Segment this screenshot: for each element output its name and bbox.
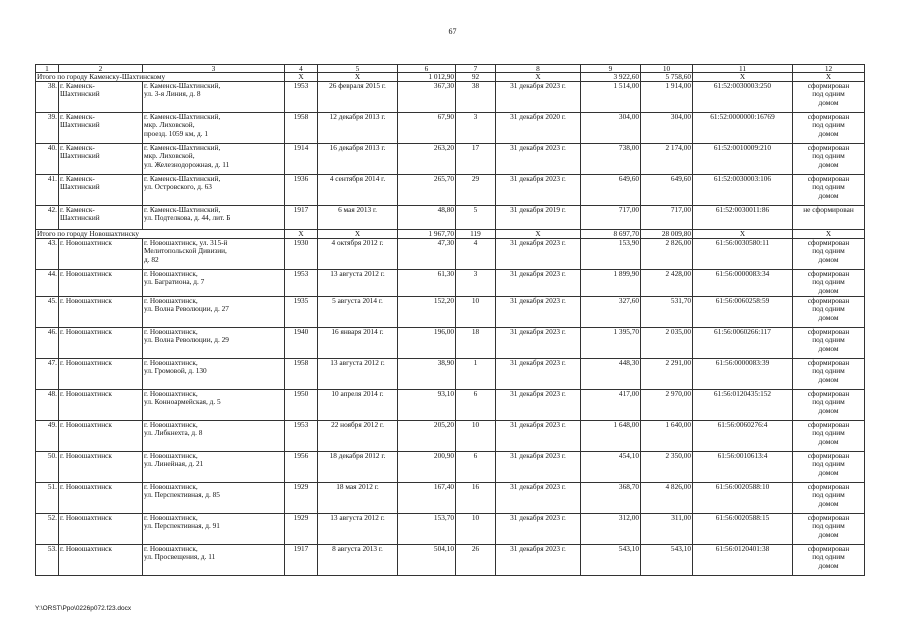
year-cell: 1958 bbox=[285, 359, 318, 390]
year-cell: 1953 bbox=[285, 270, 318, 297]
total-cost-9: 3 922,60 bbox=[581, 73, 641, 82]
value-10-cell: 2 174,00 bbox=[641, 144, 693, 175]
city-cell: г. Каменск- Шахтинский bbox=[59, 82, 143, 113]
table-row bbox=[36, 359, 865, 390]
address-cell: г. Каменск-Шахтинский, мкр. Лиховской, проезд. 1059 км, д. 1 bbox=[143, 113, 285, 144]
residents-cell: 16 bbox=[456, 483, 496, 514]
recognition-date-cell: 18 декабря 2012 г. bbox=[318, 452, 398, 483]
city-cell: г. Каменск- Шахтинский bbox=[59, 113, 143, 144]
recognition-date-cell: 8 августа 2013 г. bbox=[318, 545, 398, 576]
city-cell: г. Новошахтинск bbox=[59, 514, 143, 545]
area-cell: 167,40 bbox=[398, 483, 456, 514]
area-cell: 67,90 bbox=[398, 113, 456, 144]
land-status-cell: сформирован под одним домом bbox=[793, 514, 865, 545]
city-cell: г. Каменск- Шахтинский bbox=[59, 144, 143, 175]
col-header: 6 bbox=[398, 65, 456, 73]
table-row bbox=[36, 175, 865, 206]
col-header: 8 bbox=[496, 65, 581, 73]
recognition-date-cell: 18 мая 2012 г. bbox=[318, 483, 398, 514]
total-cell: Х bbox=[285, 73, 318, 82]
year-cell: 1956 bbox=[285, 452, 318, 483]
area-cell: 263,20 bbox=[398, 144, 456, 175]
cadastral-number-cell: 61:56:0120435:152 bbox=[693, 390, 793, 421]
cadastral-number-cell: 61:56:0010613:4 bbox=[693, 452, 793, 483]
recognition-date-cell: 5 августа 2014 г. bbox=[318, 297, 398, 328]
address-cell: г. Новошахтинск, ул. Волна Революции, д. 27 bbox=[143, 297, 285, 328]
area-cell: 205,20 bbox=[398, 421, 456, 452]
total-cell: Х bbox=[693, 230, 793, 239]
land-status-cell: сформирован под одним домом bbox=[793, 452, 865, 483]
table-row bbox=[36, 452, 865, 483]
value-9-cell: 717,00 bbox=[581, 206, 641, 230]
year-cell: 1929 bbox=[285, 483, 318, 514]
total-cell: Х bbox=[318, 73, 398, 82]
total-area: 1 012,90 bbox=[398, 73, 456, 82]
file-path-footer: Y:\ORST\Ppo\0226p072.f23.docx bbox=[35, 605, 132, 612]
residents-cell: 26 bbox=[456, 545, 496, 576]
land-status-cell: не сформирован bbox=[793, 206, 865, 230]
cadastral-number-cell: 61:56:0060266:117 bbox=[693, 328, 793, 359]
area-cell: 153,70 bbox=[398, 514, 456, 545]
land-status-cell: сформирован под одним домом bbox=[793, 390, 865, 421]
value-10-cell: 531,70 bbox=[641, 297, 693, 328]
resettlement-deadline-cell: 31 декабря 2023 г. bbox=[496, 421, 581, 452]
table-row bbox=[36, 390, 865, 421]
year-cell: 1950 bbox=[285, 390, 318, 421]
land-status-cell: сформирован под одним домом bbox=[793, 297, 865, 328]
cadastral-number-cell: 61:56:0020588:10 bbox=[693, 483, 793, 514]
address-cell: г. Новошахтинск, ул. 315-й Мелитопольской Дивизии, д. 82 bbox=[143, 239, 285, 270]
city-cell: г. Новошахтинск bbox=[59, 328, 143, 359]
area-cell: 152,20 bbox=[398, 297, 456, 328]
area-cell: 38,90 bbox=[398, 359, 456, 390]
col-header: 12 bbox=[793, 65, 865, 73]
cadastral-number-cell: 61:56:0000083:34 bbox=[693, 270, 793, 297]
resettlement-deadline-cell: 31 декабря 2023 г. bbox=[496, 390, 581, 421]
value-9-cell: 738,00 bbox=[581, 144, 641, 175]
residents-cell: 10 bbox=[456, 297, 496, 328]
total-cell: Х bbox=[693, 73, 793, 82]
table-row bbox=[36, 328, 865, 359]
table-row bbox=[36, 239, 865, 270]
year-cell: 1930 bbox=[285, 239, 318, 270]
recognition-date-cell: 22 ноября 2012 г. bbox=[318, 421, 398, 452]
residents-cell: 6 bbox=[456, 390, 496, 421]
table-row bbox=[36, 270, 865, 297]
year-cell: 1953 bbox=[285, 421, 318, 452]
area-cell: 61,30 bbox=[398, 270, 456, 297]
row-number: 50. bbox=[36, 452, 59, 483]
row-number: 39. bbox=[36, 113, 59, 144]
recognition-date-cell: 4 сентября 2014 г. bbox=[318, 175, 398, 206]
total-cell: Х bbox=[285, 230, 318, 239]
value-10-cell: 543,10 bbox=[641, 545, 693, 576]
total-label: Итого по городу Новошахтинску bbox=[36, 230, 285, 239]
area-cell: 196,00 bbox=[398, 328, 456, 359]
cadastral-number-cell: 61:52:0030003:250 bbox=[693, 82, 793, 113]
city-cell: г. Каменск- Шахтинский bbox=[59, 175, 143, 206]
resettlement-deadline-cell: 31 декабря 2023 г. bbox=[496, 297, 581, 328]
value-9-cell: 1 899,90 bbox=[581, 270, 641, 297]
year-cell: 1914 bbox=[285, 144, 318, 175]
land-status-cell: сформирован под одним домом bbox=[793, 421, 865, 452]
value-9-cell: 649,60 bbox=[581, 175, 641, 206]
table-row bbox=[36, 82, 865, 113]
recognition-date-cell: 16 декабря 2013 г. bbox=[318, 144, 398, 175]
address-cell: г. Новошахтинск, ул. Либкнехта, д. 8 bbox=[143, 421, 285, 452]
residents-cell: 6 bbox=[456, 452, 496, 483]
table-row bbox=[36, 297, 865, 328]
city-cell: г. Новошахтинск bbox=[59, 545, 143, 576]
recognition-date-cell: 10 апреля 2014 г. bbox=[318, 390, 398, 421]
value-9-cell: 1 395,70 bbox=[581, 328, 641, 359]
residents-cell: 29 bbox=[456, 175, 496, 206]
row-number: 48. bbox=[36, 390, 59, 421]
resettlement-deadline-cell: 31 декабря 2023 г. bbox=[496, 452, 581, 483]
resettlement-deadline-cell: 31 декабря 2023 г. bbox=[496, 328, 581, 359]
value-10-cell: 2 826,00 bbox=[641, 239, 693, 270]
city-cell: г. Новошахтинск bbox=[59, 359, 143, 390]
total-cell: Х bbox=[793, 73, 865, 82]
col-header: 3 bbox=[143, 65, 285, 73]
value-9-cell: 304,00 bbox=[581, 113, 641, 144]
address-cell: г. Новошахтинск, ул. Перспективная, д. 91 bbox=[143, 514, 285, 545]
residents-cell: 3 bbox=[456, 113, 496, 144]
value-10-cell: 649,60 bbox=[641, 175, 693, 206]
land-status-cell: сформирован под одним домом bbox=[793, 328, 865, 359]
address-cell: г. Новошахтинск, ул. Громовой, д. 130 bbox=[143, 359, 285, 390]
row-number: 51. bbox=[36, 483, 59, 514]
value-10-cell: 1 914,00 bbox=[641, 82, 693, 113]
value-9-cell: 153,90 bbox=[581, 239, 641, 270]
recognition-date-cell: 16 января 2014 г. bbox=[318, 328, 398, 359]
resettlement-deadline-cell: 31 декабря 2023 г. bbox=[496, 545, 581, 576]
row-number: 43. bbox=[36, 239, 59, 270]
land-status-cell: сформирован под одним домом bbox=[793, 82, 865, 113]
value-10-cell: 2 291,00 bbox=[641, 359, 693, 390]
year-cell: 1917 bbox=[285, 206, 318, 230]
value-9-cell: 417,00 bbox=[581, 390, 641, 421]
row-number: 42. bbox=[36, 206, 59, 230]
row-number: 49. bbox=[36, 421, 59, 452]
resettlement-deadline-cell: 31 декабря 2023 г. bbox=[496, 239, 581, 270]
value-9-cell: 1 648,00 bbox=[581, 421, 641, 452]
city-cell: г. Новошахтинск bbox=[59, 270, 143, 297]
total-people: 119 bbox=[456, 230, 496, 239]
resettlement-deadline-cell: 31 декабря 2023 г. bbox=[496, 270, 581, 297]
residents-cell: 18 bbox=[456, 328, 496, 359]
city-cell: г. Новошахтинск bbox=[59, 452, 143, 483]
total-row-novoshakhtinsk bbox=[36, 230, 865, 239]
resettlement-deadline-cell: 31 декабря 2023 г. bbox=[496, 514, 581, 545]
cadastral-number-cell: 61:56:0000083:39 bbox=[693, 359, 793, 390]
value-10-cell: 1 640,00 bbox=[641, 421, 693, 452]
value-10-cell: 311,00 bbox=[641, 514, 693, 545]
cadastral-number-cell: 61:52:0030011:86 bbox=[693, 206, 793, 230]
value-10-cell: 2 428,00 bbox=[641, 270, 693, 297]
recognition-date-cell: 13 августа 2012 г. bbox=[318, 359, 398, 390]
year-cell: 1917 bbox=[285, 545, 318, 576]
recognition-date-cell: 26 февраля 2015 г. bbox=[318, 82, 398, 113]
cadastral-number-cell: 61:56:0030580:11 bbox=[693, 239, 793, 270]
value-9-cell: 543,10 bbox=[581, 545, 641, 576]
value-10-cell: 2 970,00 bbox=[641, 390, 693, 421]
year-cell: 1929 bbox=[285, 514, 318, 545]
row-number: 41. bbox=[36, 175, 59, 206]
residents-cell: 10 bbox=[456, 421, 496, 452]
total-cell: Х bbox=[793, 230, 865, 239]
col-header: 10 bbox=[641, 65, 693, 73]
address-cell: г. Каменск-Шахтинский, ул. 3-я Линия, д. 8 bbox=[143, 82, 285, 113]
value-9-cell: 312,00 bbox=[581, 514, 641, 545]
year-cell: 1958 bbox=[285, 113, 318, 144]
row-number: 45. bbox=[36, 297, 59, 328]
row-number: 52. bbox=[36, 514, 59, 545]
cadastral-number-cell: 61:52:0030003:106 bbox=[693, 175, 793, 206]
cadastral-number-cell: 61:56:0120401:38 bbox=[693, 545, 793, 576]
residents-cell: 17 bbox=[456, 144, 496, 175]
address-cell: г. Новошахтинск, ул. Волна Революции, д. 29 bbox=[143, 328, 285, 359]
resettlement-deadline-cell: 31 декабря 2023 г. bbox=[496, 144, 581, 175]
cadastral-number-cell: 61:56:0060258:59 bbox=[693, 297, 793, 328]
value-9-cell: 368,70 bbox=[581, 483, 641, 514]
resettlement-deadline-cell: 31 декабря 2023 г. bbox=[496, 175, 581, 206]
area-cell: 200,90 bbox=[398, 452, 456, 483]
land-status-cell: сформирован под одним домом bbox=[793, 175, 865, 206]
address-cell: г. Каменск-Шахтинский, ул. Островского, д. 63 bbox=[143, 175, 285, 206]
housing-register-table bbox=[35, 64, 865, 576]
table-row bbox=[36, 144, 865, 175]
value-10-cell: 304,00 bbox=[641, 113, 693, 144]
total-row-kamensk bbox=[36, 73, 865, 82]
land-status-cell: сформирован под одним домом bbox=[793, 545, 865, 576]
value-10-cell: 2 350,00 bbox=[641, 452, 693, 483]
address-cell: г. Новошахтинск, ул. Линейная, д. 21 bbox=[143, 452, 285, 483]
city-cell: г. Каменск- Шахтинский bbox=[59, 206, 143, 230]
resettlement-deadline-cell: 31 декабря 2019 г. bbox=[496, 206, 581, 230]
row-number: 53. bbox=[36, 545, 59, 576]
land-status-cell: сформирован под одним домом bbox=[793, 483, 865, 514]
land-status-cell: сформирован под одним домом bbox=[793, 113, 865, 144]
col-header: 5 bbox=[318, 65, 398, 73]
value-10-cell: 717,00 bbox=[641, 206, 693, 230]
residents-cell: 10 bbox=[456, 514, 496, 545]
area-cell: 93,10 bbox=[398, 390, 456, 421]
recognition-date-cell: 6 мая 2013 г. bbox=[318, 206, 398, 230]
row-number: 46. bbox=[36, 328, 59, 359]
address-cell: г. Новошахтинск, ул. Багратиона, д. 7 bbox=[143, 270, 285, 297]
value-9-cell: 1 514,00 bbox=[581, 82, 641, 113]
city-cell: г. Новошахтинск bbox=[59, 297, 143, 328]
residents-cell: 3 bbox=[456, 270, 496, 297]
total-cost-9: 8 697,70 bbox=[581, 230, 641, 239]
row-number: 38. bbox=[36, 82, 59, 113]
area-cell: 47,30 bbox=[398, 239, 456, 270]
area-cell: 265,70 bbox=[398, 175, 456, 206]
value-10-cell: 2 035,00 bbox=[641, 328, 693, 359]
resettlement-deadline-cell: 31 декабря 2020 г. bbox=[496, 113, 581, 144]
total-cell: Х bbox=[496, 230, 581, 239]
total-cell: Х bbox=[496, 73, 581, 82]
table-row bbox=[36, 113, 865, 144]
col-header: 9 bbox=[581, 65, 641, 73]
col-header: 11 bbox=[693, 65, 793, 73]
address-cell: г. Каменск-Шахтинский, ул. Подтелкова, д. 44, лит. Б bbox=[143, 206, 285, 230]
year-cell: 1953 bbox=[285, 82, 318, 113]
address-cell: г. Новошахтинск, ул. Коннoармейская, д. 5 bbox=[143, 390, 285, 421]
total-area: 1 967,70 bbox=[398, 230, 456, 239]
cadastral-number-cell: 61:56:0060276:4 bbox=[693, 421, 793, 452]
address-cell: г. Новошахтинск, ул. Перспективная, д. 85 bbox=[143, 483, 285, 514]
address-cell: г. Новошахтинск, ул. Просвещения, д. 11 bbox=[143, 545, 285, 576]
resettlement-deadline-cell: 31 декабря 2023 г. bbox=[496, 483, 581, 514]
area-cell: 48,80 bbox=[398, 206, 456, 230]
recognition-date-cell: 13 августа 2012 г. bbox=[318, 514, 398, 545]
land-status-cell: сформирован под одним домом bbox=[793, 270, 865, 297]
area-cell: 504,10 bbox=[398, 545, 456, 576]
land-status-cell: сформирован под одним домом bbox=[793, 239, 865, 270]
year-cell: 1935 bbox=[285, 297, 318, 328]
resettlement-deadline-cell: 31 декабря 2023 г. bbox=[496, 82, 581, 113]
address-cell: г. Каменск-Шахтинский, мкр. Лиховской, ул. Железнодорожная, д. 11 bbox=[143, 144, 285, 175]
residents-cell: 1 bbox=[456, 359, 496, 390]
table-row bbox=[36, 421, 865, 452]
table-row bbox=[36, 483, 865, 514]
land-status-cell: сформирован под одним домом bbox=[793, 144, 865, 175]
table-row bbox=[36, 545, 865, 576]
value-9-cell: 327,60 bbox=[581, 297, 641, 328]
total-cost-10: 5 758,60 bbox=[641, 73, 693, 82]
col-header: 1 bbox=[36, 65, 59, 73]
table-row bbox=[36, 206, 865, 230]
column-number-header-row bbox=[36, 65, 865, 73]
col-header: 4 bbox=[285, 65, 318, 73]
row-number: 44. bbox=[36, 270, 59, 297]
residents-cell: 4 bbox=[456, 239, 496, 270]
resettlement-deadline-cell: 31 декабря 2023 г. bbox=[496, 359, 581, 390]
recognition-date-cell: 12 декабря 2013 г. bbox=[318, 113, 398, 144]
value-9-cell: 454,10 bbox=[581, 452, 641, 483]
col-header: 7 bbox=[456, 65, 496, 73]
table-row bbox=[36, 514, 865, 545]
total-cell: Х bbox=[318, 230, 398, 239]
value-9-cell: 448,30 bbox=[581, 359, 641, 390]
value-10-cell: 4 826,00 bbox=[641, 483, 693, 514]
residents-cell: 38 bbox=[456, 82, 496, 113]
city-cell: г. Новошахтинск bbox=[59, 390, 143, 421]
cadastral-number-cell: 61:52:0000000:16769 bbox=[693, 113, 793, 144]
land-status-cell: сформирован под одним домом bbox=[793, 359, 865, 390]
total-cost-10: 28 009,80 bbox=[641, 230, 693, 239]
cadastral-number-cell: 61:52:0010009:210 bbox=[693, 144, 793, 175]
city-cell: г. Новошахтинск bbox=[59, 483, 143, 514]
page-number: 67 bbox=[448, 27, 457, 36]
city-cell: г. Новошахтинск bbox=[59, 239, 143, 270]
row-number: 47. bbox=[36, 359, 59, 390]
total-label: Итого по городу Каменску-Шахтинскому bbox=[36, 73, 285, 82]
total-people: 92 bbox=[456, 73, 496, 82]
row-number: 40. bbox=[36, 144, 59, 175]
city-cell: г. Новошахтинск bbox=[59, 421, 143, 452]
year-cell: 1936 bbox=[285, 175, 318, 206]
area-cell: 367,30 bbox=[398, 82, 456, 113]
recognition-date-cell: 13 августа 2012 г. bbox=[318, 270, 398, 297]
recognition-date-cell: 4 октября 2012 г. bbox=[318, 239, 398, 270]
residents-cell: 5 bbox=[456, 206, 496, 230]
year-cell: 1940 bbox=[285, 328, 318, 359]
col-header: 2 bbox=[59, 65, 143, 73]
cadastral-number-cell: 61:56:0020588:15 bbox=[693, 514, 793, 545]
